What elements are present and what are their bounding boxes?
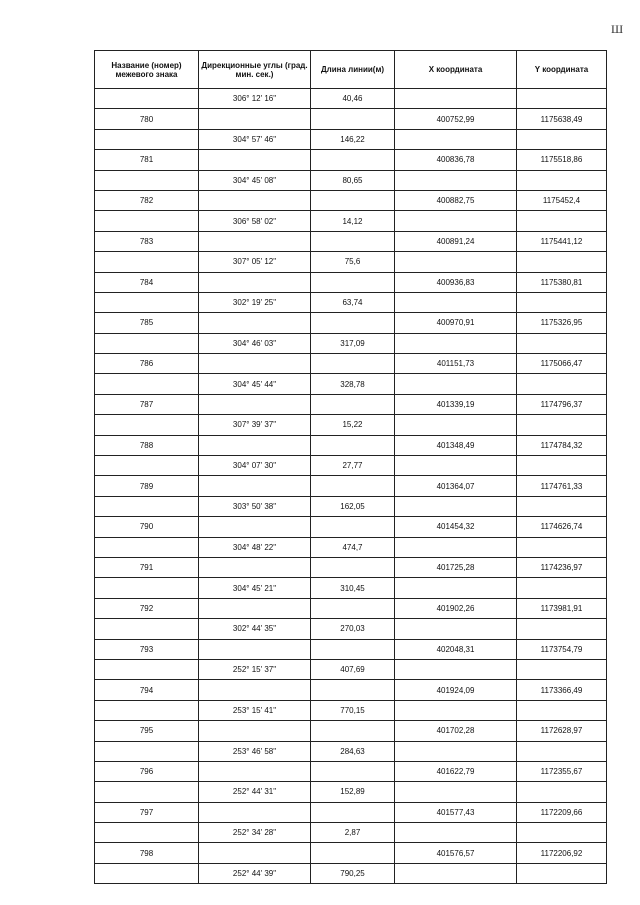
cell-mark: 785 — [95, 313, 199, 333]
cell-angle — [199, 231, 311, 251]
cell-x — [395, 292, 517, 312]
cell-y: 1174784,32 — [517, 435, 607, 455]
cell-length — [311, 231, 395, 251]
cell-x — [395, 129, 517, 149]
cell-y: 1173366,49 — [517, 680, 607, 700]
cell-mark — [95, 252, 199, 272]
cell-y — [517, 537, 607, 557]
cell-y: 1172209,66 — [517, 802, 607, 822]
cell-mark — [95, 578, 199, 598]
cell-y — [517, 211, 607, 231]
cell-length — [311, 435, 395, 455]
table-row — [95, 89, 607, 109]
header-angle: Дирекционные углы (град. мин. сек.) — [199, 51, 311, 89]
cell-length: 15,22 — [311, 415, 395, 435]
cell-length — [311, 517, 395, 537]
cell-mark: 788 — [95, 435, 199, 455]
table-row — [95, 211, 607, 231]
cell-length: 310,45 — [311, 578, 395, 598]
cell-y — [517, 700, 607, 720]
cell-angle — [199, 517, 311, 537]
cell-angle: 304° 46' 03" — [199, 333, 311, 353]
cell-length: 162,05 — [311, 496, 395, 516]
cell-y: 1175066,47 — [517, 354, 607, 374]
cell-mark: 783 — [95, 231, 199, 251]
cell-x: 401577,43 — [395, 802, 517, 822]
cell-x: 401348,49 — [395, 435, 517, 455]
cell-x — [395, 211, 517, 231]
cell-y: 1172628,97 — [517, 721, 607, 741]
table-row — [95, 109, 607, 129]
cell-x — [395, 374, 517, 394]
cell-mark — [95, 170, 199, 190]
cell-mark — [95, 537, 199, 557]
table-row — [95, 741, 607, 761]
cell-length: 75,6 — [311, 252, 395, 272]
table-row — [95, 374, 607, 394]
cell-mark: 784 — [95, 272, 199, 292]
cell-x — [395, 415, 517, 435]
cell-y: 1172206,92 — [517, 843, 607, 863]
cell-mark — [95, 782, 199, 802]
table-row — [95, 394, 607, 414]
table-row — [95, 170, 607, 190]
header-y: Y координата — [517, 51, 607, 89]
cell-mark: 791 — [95, 557, 199, 577]
cell-y — [517, 374, 607, 394]
cell-y: 1175441,12 — [517, 231, 607, 251]
cell-x: 400891,24 — [395, 231, 517, 251]
cell-length: 790,25 — [311, 863, 395, 883]
cell-length: 63,74 — [311, 292, 395, 312]
cell-angle: 304° 57' 46" — [199, 129, 311, 149]
table-row — [95, 782, 607, 802]
cell-y: 1172355,67 — [517, 761, 607, 781]
cell-length: 80,65 — [311, 170, 395, 190]
cell-length — [311, 109, 395, 129]
cell-mark: 790 — [95, 517, 199, 537]
cell-mark — [95, 292, 199, 312]
cell-x — [395, 823, 517, 843]
cell-y: 1173981,91 — [517, 598, 607, 618]
cell-angle: 252° 44' 39" — [199, 863, 311, 883]
cell-mark — [95, 823, 199, 843]
table-row — [95, 680, 607, 700]
table-row — [95, 863, 607, 883]
cell-angle — [199, 272, 311, 292]
cell-angle — [199, 313, 311, 333]
cell-y — [517, 782, 607, 802]
table-row — [95, 557, 607, 577]
cell-mark — [95, 659, 199, 679]
cell-length: 770,15 — [311, 700, 395, 720]
header-x: X координата — [395, 51, 517, 89]
table-row — [95, 700, 607, 720]
cell-angle — [199, 843, 311, 863]
cell-mark: 780 — [95, 109, 199, 129]
table-row — [95, 721, 607, 741]
table-row — [95, 476, 607, 496]
table-row — [95, 129, 607, 149]
table-row — [95, 292, 607, 312]
cell-angle — [199, 476, 311, 496]
cell-y — [517, 619, 607, 639]
cell-y — [517, 129, 607, 149]
cell-length: 407,69 — [311, 659, 395, 679]
cell-angle — [199, 394, 311, 414]
cell-x — [395, 496, 517, 516]
cell-angle: 253° 46' 58" — [199, 741, 311, 761]
cell-mark: 787 — [95, 394, 199, 414]
cell-length — [311, 272, 395, 292]
cell-angle — [199, 761, 311, 781]
cell-x — [395, 89, 517, 109]
cell-angle — [199, 639, 311, 659]
table-row — [95, 619, 607, 639]
cell-y — [517, 741, 607, 761]
cell-x — [395, 578, 517, 598]
cell-mark — [95, 89, 199, 109]
cell-angle: 303° 50' 38" — [199, 496, 311, 516]
cell-length — [311, 354, 395, 374]
cell-y: 1174761,33 — [517, 476, 607, 496]
cell-mark — [95, 374, 199, 394]
cell-mark — [95, 415, 199, 435]
cell-length: 27,77 — [311, 456, 395, 476]
table-row — [95, 252, 607, 272]
cell-y: 1174626,74 — [517, 517, 607, 537]
cell-x: 401924,09 — [395, 680, 517, 700]
table-row — [95, 659, 607, 679]
cell-length: 328,78 — [311, 374, 395, 394]
cell-angle: 302° 44' 35" — [199, 619, 311, 639]
cell-mark: 794 — [95, 680, 199, 700]
cell-mark — [95, 741, 199, 761]
cell-length: 284,63 — [311, 741, 395, 761]
table-row — [95, 823, 607, 843]
cell-x: 402048,31 — [395, 639, 517, 659]
table-row — [95, 496, 607, 516]
cell-x: 401622,79 — [395, 761, 517, 781]
cell-x: 401454,32 — [395, 517, 517, 537]
cell-angle: 304° 07' 30" — [199, 456, 311, 476]
table-row — [95, 537, 607, 557]
cell-length: 14,12 — [311, 211, 395, 231]
cell-y — [517, 415, 607, 435]
cell-y — [517, 292, 607, 312]
cell-x — [395, 782, 517, 802]
cell-x: 401364,07 — [395, 476, 517, 496]
cell-y: 1173754,79 — [517, 639, 607, 659]
cell-mark — [95, 496, 199, 516]
cell-x — [395, 456, 517, 476]
cell-angle: 307° 05' 12" — [199, 252, 311, 272]
cell-y: 1175452,4 — [517, 190, 607, 210]
cell-y: 1175380,81 — [517, 272, 607, 292]
table-row — [95, 190, 607, 210]
cell-length — [311, 639, 395, 659]
cell-length: 474,7 — [311, 537, 395, 557]
cell-mark — [95, 863, 199, 883]
cell-mark: 789 — [95, 476, 199, 496]
cell-angle: 252° 44' 31" — [199, 782, 311, 802]
cell-x: 401725,28 — [395, 557, 517, 577]
cell-y: 1174796,37 — [517, 394, 607, 414]
cell-length — [311, 313, 395, 333]
cell-length — [311, 721, 395, 741]
cell-angle: 307° 39' 37" — [199, 415, 311, 435]
cell-x: 400882,75 — [395, 190, 517, 210]
cell-mark: 795 — [95, 721, 199, 741]
cell-length: 270,03 — [311, 619, 395, 639]
cell-mark — [95, 619, 199, 639]
cell-x — [395, 659, 517, 679]
cell-x — [395, 863, 517, 883]
cell-angle: 302° 19' 25" — [199, 292, 311, 312]
cell-length — [311, 802, 395, 822]
cell-x: 400936,83 — [395, 272, 517, 292]
header-mark: Название (номер) межевого знака — [95, 51, 199, 89]
cell-y — [517, 456, 607, 476]
cell-angle: 252° 34' 28" — [199, 823, 311, 843]
table-row — [95, 333, 607, 353]
table-header-row — [95, 51, 607, 89]
cell-mark: 781 — [95, 150, 199, 170]
cell-length — [311, 476, 395, 496]
cell-y — [517, 578, 607, 598]
cell-y — [517, 823, 607, 843]
cell-mark: 793 — [95, 639, 199, 659]
cell-angle — [199, 190, 311, 210]
cell-length — [311, 150, 395, 170]
table-row — [95, 639, 607, 659]
cell-length — [311, 394, 395, 414]
cell-angle: 253° 15' 41" — [199, 700, 311, 720]
cell-y: 1175638,49 — [517, 109, 607, 129]
table-row — [95, 802, 607, 822]
cell-angle — [199, 680, 311, 700]
cell-angle — [199, 109, 311, 129]
cell-x: 401576,57 — [395, 843, 517, 863]
cell-length — [311, 598, 395, 618]
header-length: Длина линии(м) — [311, 51, 395, 89]
cell-angle: 304° 45' 08" — [199, 170, 311, 190]
cell-length — [311, 557, 395, 577]
cell-length — [311, 680, 395, 700]
cell-x — [395, 252, 517, 272]
cell-y — [517, 89, 607, 109]
cell-mark — [95, 456, 199, 476]
cell-x: 400836,78 — [395, 150, 517, 170]
cell-x: 400752,99 — [395, 109, 517, 129]
cell-length — [311, 761, 395, 781]
table-row — [95, 415, 607, 435]
cell-y — [517, 863, 607, 883]
cell-length: 2,87 — [311, 823, 395, 843]
cell-angle — [199, 435, 311, 455]
cell-mark: 797 — [95, 802, 199, 822]
cell-x — [395, 333, 517, 353]
cell-y — [517, 659, 607, 679]
cell-mark: 782 — [95, 190, 199, 210]
cell-x: 401151,73 — [395, 354, 517, 374]
table-row — [95, 843, 607, 863]
cell-angle: 304° 45' 44" — [199, 374, 311, 394]
cell-length: 152,89 — [311, 782, 395, 802]
cell-mark — [95, 129, 199, 149]
cell-y: 1175326,95 — [517, 313, 607, 333]
cell-angle: 306° 58' 02" — [199, 211, 311, 231]
cell-angle: 306° 12' 16" — [199, 89, 311, 109]
cell-x — [395, 619, 517, 639]
cell-x — [395, 170, 517, 190]
cell-angle — [199, 150, 311, 170]
cell-y — [517, 496, 607, 516]
table-row — [95, 272, 607, 292]
cell-mark — [95, 333, 199, 353]
cell-mark: 796 — [95, 761, 199, 781]
table-row — [95, 150, 607, 170]
cell-x: 401339,19 — [395, 394, 517, 414]
cell-length: 40,46 — [311, 89, 395, 109]
cell-length — [311, 190, 395, 210]
cell-length: 317,09 — [311, 333, 395, 353]
table-row — [95, 456, 607, 476]
boundary-coordinates-table — [94, 50, 607, 884]
cell-angle — [199, 721, 311, 741]
table-row — [95, 578, 607, 598]
table-row — [95, 517, 607, 537]
cell-y: 1175518,86 — [517, 150, 607, 170]
cell-y: 1174236,97 — [517, 557, 607, 577]
cell-x — [395, 700, 517, 720]
cell-angle — [199, 802, 311, 822]
cell-length — [311, 843, 395, 863]
cell-angle: 304° 45' 21" — [199, 578, 311, 598]
table-row — [95, 354, 607, 374]
cell-y — [517, 333, 607, 353]
cell-x: 401702,28 — [395, 721, 517, 741]
cell-angle — [199, 557, 311, 577]
cell-mark: 798 — [95, 843, 199, 863]
cell-mark — [95, 700, 199, 720]
cell-x: 400970,91 — [395, 313, 517, 333]
cell-mark — [95, 211, 199, 231]
cell-y — [517, 170, 607, 190]
table-row — [95, 313, 607, 333]
cell-angle: 304° 48' 22" — [199, 537, 311, 557]
table-row — [95, 435, 607, 455]
page-corner-mark: Ш — [611, 22, 624, 36]
cell-y — [517, 252, 607, 272]
cell-x — [395, 741, 517, 761]
table-body — [95, 89, 607, 884]
cell-x — [395, 537, 517, 557]
table-row — [95, 231, 607, 251]
cell-length: 146,22 — [311, 129, 395, 149]
cell-angle: 252° 15' 37" — [199, 659, 311, 679]
cell-angle — [199, 598, 311, 618]
cell-x: 401902,26 — [395, 598, 517, 618]
cell-angle — [199, 354, 311, 374]
table-row — [95, 761, 607, 781]
cell-mark: 792 — [95, 598, 199, 618]
cell-mark: 786 — [95, 354, 199, 374]
table-row — [95, 598, 607, 618]
